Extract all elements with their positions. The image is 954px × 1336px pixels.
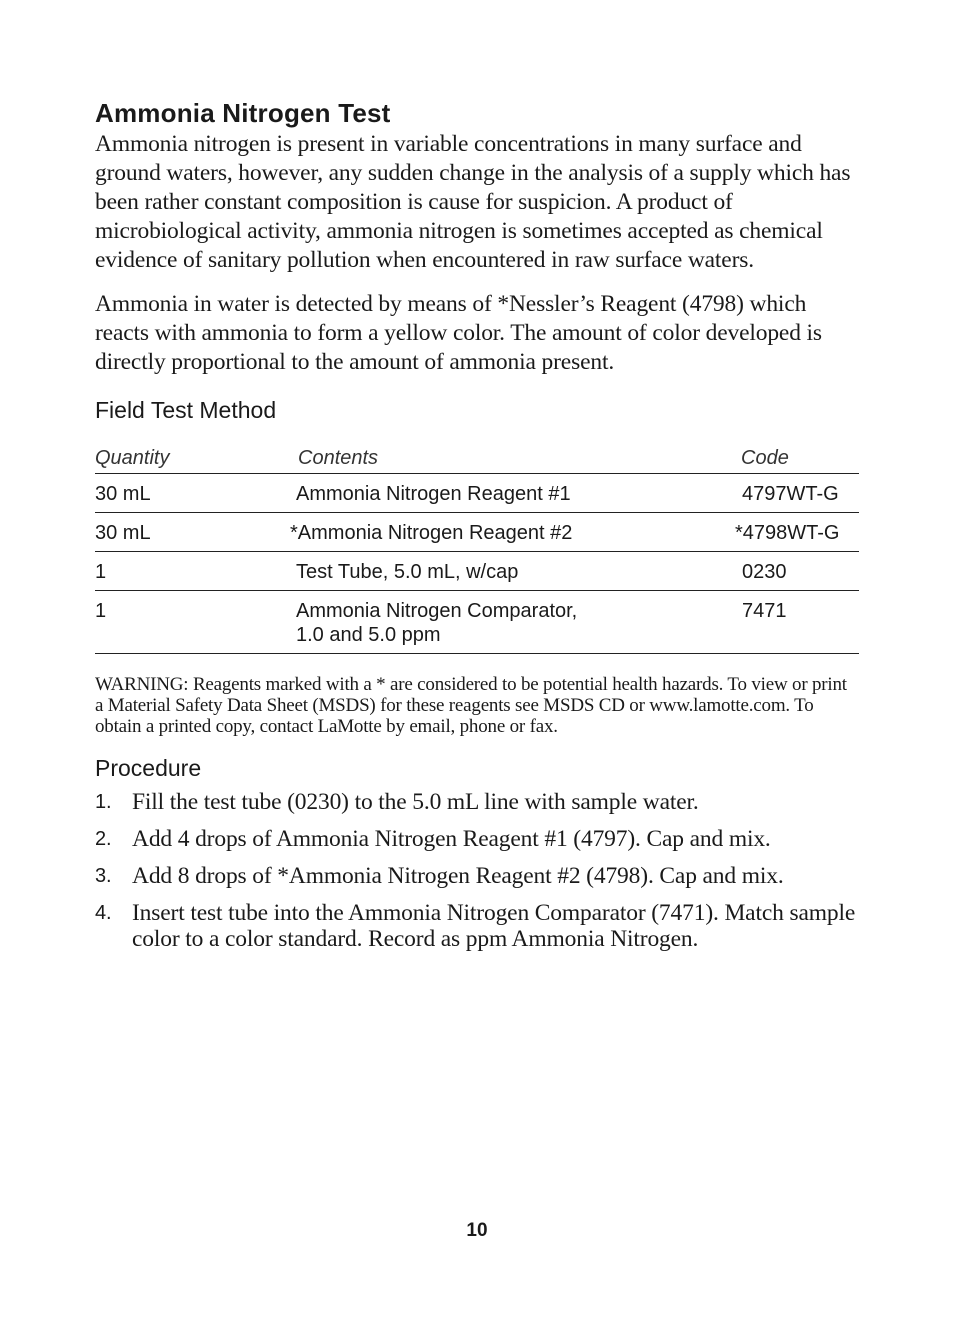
step-number: 2. [95,828,112,850]
row-code: 7471 [742,600,787,622]
table-row [95,474,859,513]
procedure-steps [95,789,859,952]
row-contents [290,521,735,545]
row-quantity: 1 [95,561,107,583]
procedure-heading: Procedure [95,755,202,781]
row-quantity: 30 mL [95,483,151,505]
row-contents-line: 1.0 and 5.0 ppm [296,624,441,646]
row-contents-line: *Ammonia Nitrogen Reagent #2 [290,522,573,544]
step-number: 1. [95,791,112,813]
table-row [95,513,859,552]
row-contents [290,560,735,584]
step-text: Add 8 drops of *Ammonia Nitrogen Reagent #2 (4798). Cap and mix. [132,863,784,889]
page-title: Ammonia Nitrogen Test [95,98,391,128]
document-page [95,96,859,963]
column-header-contents: Contents [298,447,379,469]
hazard-warning: WARNING: Reagents marked with a * are considered to be potential health hazards. To view or print a Material Safety Data Sheet (MSDS) for these reagents see MSDS CD or www.lamotte.com. To obtain a printed copy, contact LaMotte by email, phone or fax. [95,674,847,737]
row-contents-line: Test Tube, 5.0 mL, w/cap [296,561,519,583]
row-contents [290,482,735,506]
procedure-step [95,863,859,889]
step-text: Add 4 drops of Ammonia Nitrogen Reagent #1 (4797). Cap and mix. [132,826,771,852]
row-quantity: 30 mL [95,522,151,544]
row-code: 4797WT-G [742,483,839,505]
procedure-step [95,900,859,952]
intro-paragraph-1: Ammonia nitrogen is present in variable concentrations in many surface and ground waters, however, any sudden change in the analysis of a supply which has been rather constant composition is cause for suspicion. A product of microbiological activity, ammonia nitrogen is sometimes accepted as chemical evidence of sanitary pollution when encountered in raw surface waters. [95,131,851,273]
row-quantity: 1 [95,600,107,622]
step-text: Insert test tube into the Ammonia Nitrogen Comparator (7471). Match sample color to a color standard. Record as ppm Ammonia Nitrogen. [132,900,856,952]
row-contents-line: Ammonia Nitrogen Comparator, [296,600,578,622]
row-contents [290,599,735,647]
table-row [95,552,859,591]
page-number: 10 [466,1220,488,1241]
column-header-quantity: Quantity [95,447,170,469]
procedure-step [95,789,859,815]
intro-paragraph-2: Ammonia in water is detected by means of *Nessler’s Reagent (4798) which reacts with ammonia to form a yellow color. The amount of color developed is directly proportional to the amount of ammonia present. [95,291,822,375]
row-code: 0230 [742,561,787,583]
contents-table [95,443,859,654]
column-header-code: Code [741,447,789,469]
row-code: *4798WT-G [735,522,840,544]
procedure-step [95,826,859,852]
field-test-heading: Field Test Method [95,397,277,423]
step-number: 3. [95,865,112,887]
step-text: Fill the test tube (0230) to the 5.0 mL line with sample water. [132,789,699,815]
table-row [95,591,859,654]
table-header [95,443,859,474]
row-contents-line: Ammonia Nitrogen Reagent #1 [296,483,571,505]
step-number: 4. [95,902,112,924]
